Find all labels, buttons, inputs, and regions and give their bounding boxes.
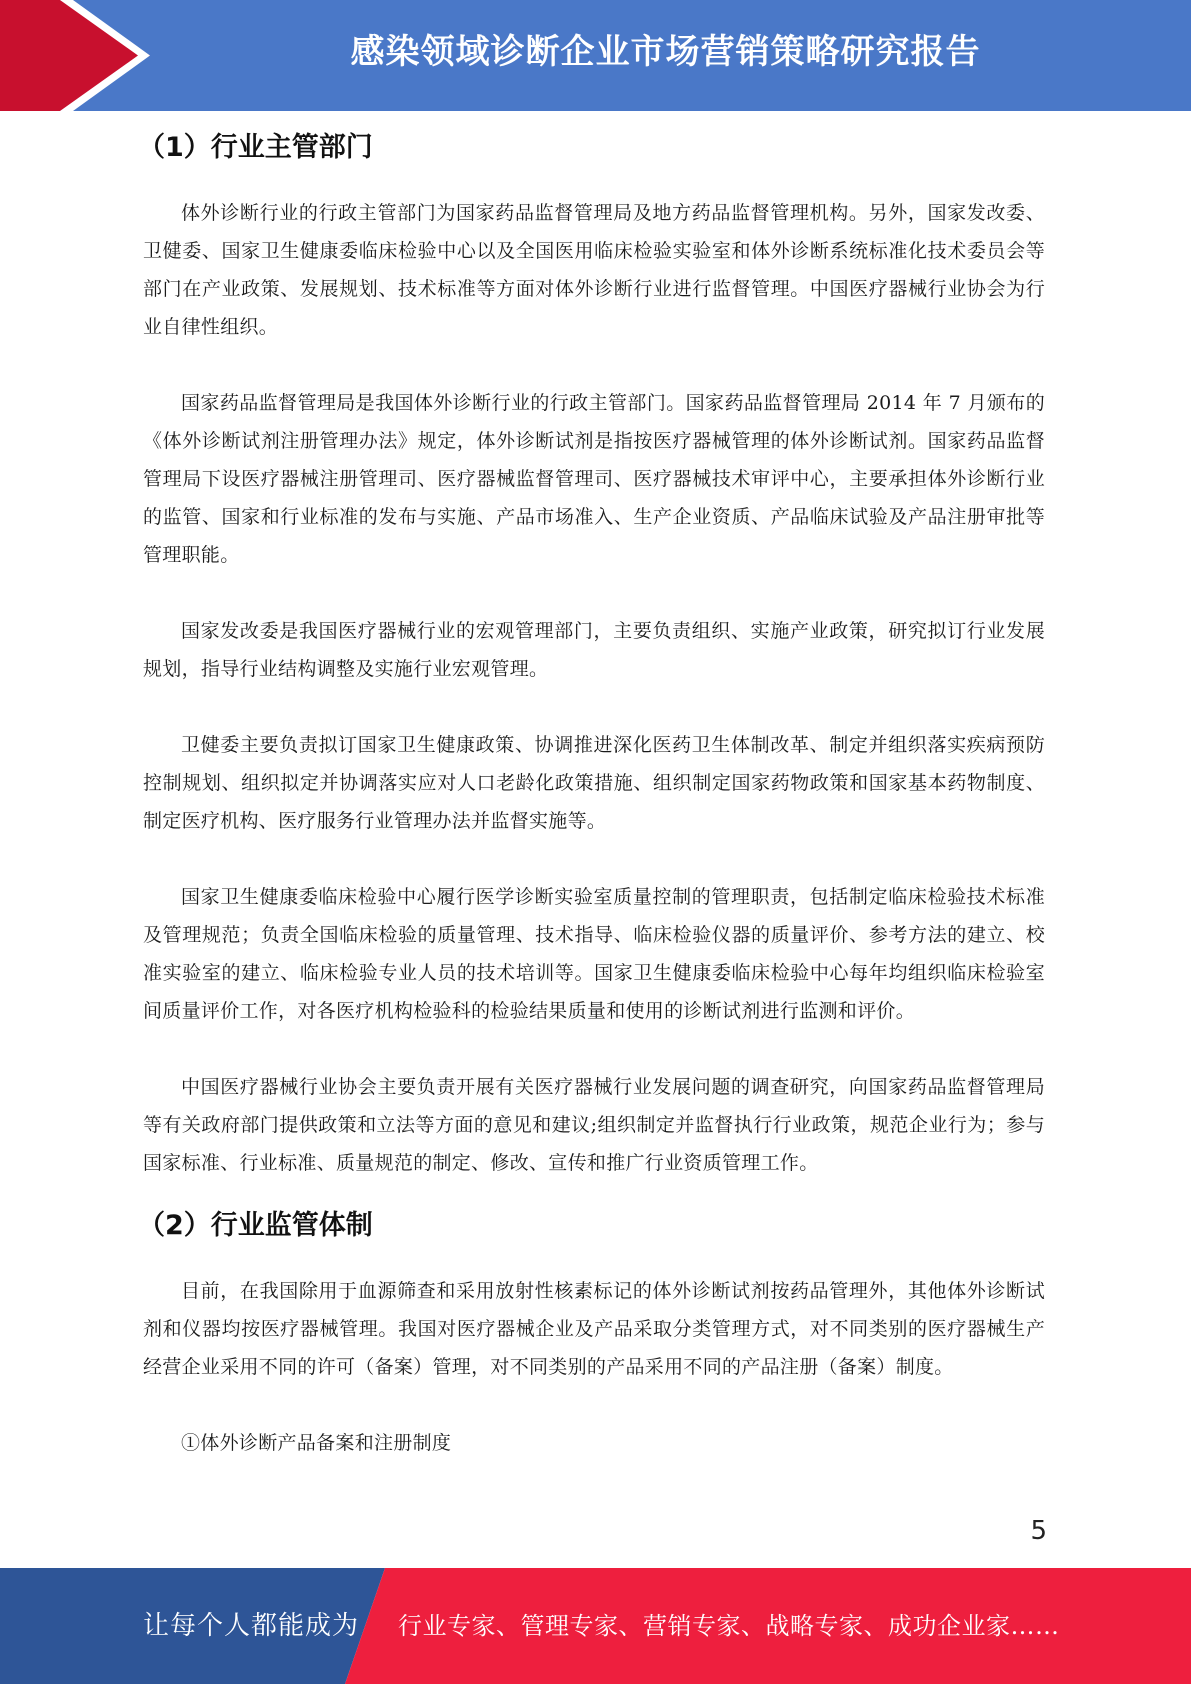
paragraph-4: 卫健委主要负责拟订国家卫生健康政策、协调推进深化医药卫生体制改革、制定并组织落实疾病预防控制规划、组织拟定并协调落实应对人口老龄化政策措施、组织制定国家药物政策和国家基本药物制度、制定医疗机构、医疗服务行业管理办法并监督实施等。 [143,734,1045,832]
page-number: 5 [1030,1516,1047,1546]
header-red-chevron [0,0,150,111]
footer-slogan-right: 行业专家、管理专家、营销专家、战略专家、成功企业家…… [398,1612,1060,1640]
footer-slogan-left: 让每个人都能成为 [143,1611,360,1641]
section-heading-1: （1）行业主管部门 [138,132,373,163]
paragraph-2: 国家药品监督管理局是我国体外诊断行业的行政主管部门。国家药品监督管理局 2014 年 7 月颁布的《体外诊断试剂注册管理办法》规定，体外诊断试剂是指按医疗器械管理的体外诊断试剂。国家药品监督管理局下设医疗器械注册管理司、医疗器械监督管理司、医疗器械技术审评中心，主要承担体外诊断行业的监管、国家和行业标准的发布与实施、产品市场准入、生产企业资质、产品临床试验及产品注册审批等管理职能。 [143,392,1045,566]
paragraph-7: 目前，在我国除用于血源筛查和采用放射性核素标记的体外诊断试剂按药品管理外，其他体外诊断试剂和仪器均按医疗器械管理。我国对医疗器械企业及产品采取分类管理方式，对不同类别的医疗器械生产经营企业采用不同的许可（备案）管理，对不同类别的产品采用不同的产品注册（备案）制度。 [143,1280,1045,1378]
header-title: 感染领域诊断企业市场营销策略研究报告 [350,32,981,72]
paragraph-3: 国家发改委是我国医疗器械行业的宏观管理部门，主要负责组织、实施产业政策，研究拟订行业发展规划，指导行业结构调整及实施行业宏观管理。 [143,620,1045,680]
paragraph-1: 体外诊断行业的行政主管部门为国家药品监督管理局及地方药品监督管理机构。另外，国家发改委、卫健委、国家卫生健康委临床检验中心以及全国医用临床检验实验室和体外诊断系统标准化技术委员会等部门在产业政策、发展规划、技术标准等方面对体外诊断行业进行监督管理。中国医疗器械行业协会为行业自律性组织。 [143,202,1045,338]
section-heading-2: （2）行业监管体制 [138,1210,373,1241]
page-content [138,128,1045,1462]
paragraph-5: 国家卫生健康委临床检验中心履行医学诊断实验室质量控制的管理职责，包括制定临床检验技术标准及管理规范；负责全国临床检验的质量管理、技术指导、临床检验仪器的质量评价、参考方法的建立、校准实验室的建立、临床检验专业人员的技术培训等。国家卫生健康委临床检验中心每年均组织临床检验室间质量评价工作，对各医疗机构检验科的检验结果质量和使用的诊断试剂进行监测和评价。 [143,886,1045,1022]
paragraph-8: ①体外诊断产品备案和注册制度 [181,1432,452,1454]
page-footer [0,1568,1191,1684]
page-header [0,0,1191,111]
paragraph-6: 中国医疗器械行业协会主要负责开展有关医疗器械行业发展问题的调查研究，向国家药品监督管理局等有关政府部门提供政策和立法等方面的意见和建议;组织制定并监督执行行业政策，规范企业行为；参与国家标准、行业标准、质量规范的制定、修改、宣传和推广行业资质管理工作。 [143,1076,1045,1174]
